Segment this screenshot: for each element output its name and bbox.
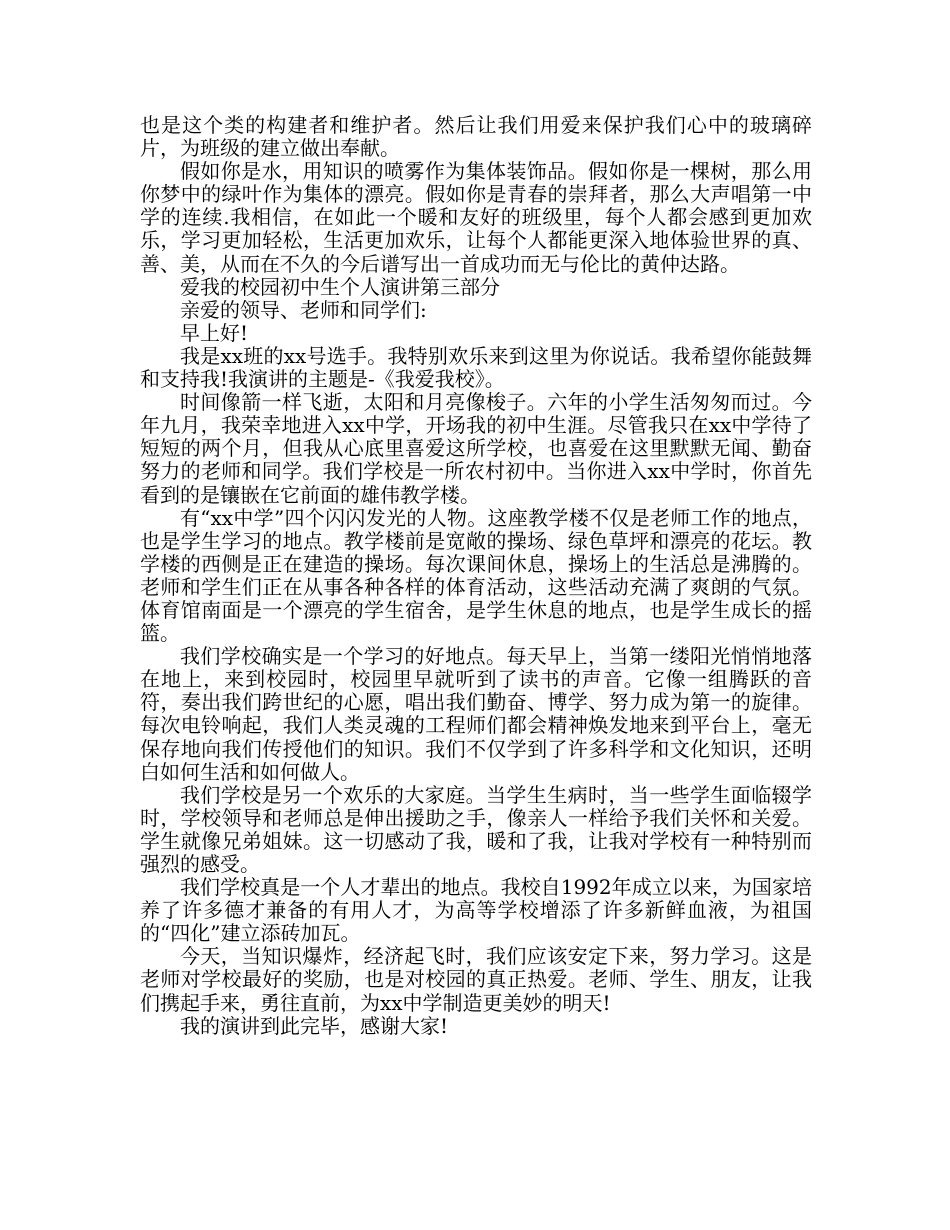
paragraph-talent: 我们学校真是一个人才辈出的地点。我校自1992年成立以来，为国家培养了许多德才兼备的有用人才，为高等学校增添了许多新鲜血液，为祖国的“四化”建立添砖加瓦。 — [140, 875, 812, 946]
paragraph-imagine: 假如你是水，用知识的喷雾作为集体装饰品。假如你是一棵树，那么用你梦中的绿叶作为集体的漂亮。假如你是青春的崇拜者，那么大声唱第一中学的连续.我相信，在如此一个暖和友好的班级里，每个人都会感到更加欢乐，学习更加轻松，生活更加欢乐，让每个人都能更深入地体验世界的真、善、美，从而在不久的今后谱写出一首成功而无与伦比的黄仲达路。 — [140, 159, 812, 276]
document-body — [140, 114, 812, 1038]
paragraph-today: 今天，当知识爆炸，经济起飞时，我们应该安定下来，努力学习。这是老师对学校最好的奖励，也是对校园的真正热爱。老师、学生、朋友，让我们携起手来，勇往直前，为xx中学制造更美妙的明天! — [140, 944, 812, 1015]
paragraph-time: 时间像箭一样飞逝，太阳和月亮像梭子。六年的小学生活匆匆而过。今年九月，我荣幸地进入xx中学，开场我的初中生涯。尽管我只在xx中学待了短短的两个月，但我从心底里喜爱这所学校，也喜爱在这里默默无闻、勤奋努力的老师和同学。我们学校是一所农村初中。当你进入xx中学时，你首先看到的是镶嵌在它前面的雄伟教学楼。 — [140, 390, 812, 507]
paragraph-closing: 我的演讲到此完毕，感谢大家! — [180, 1013, 449, 1038]
paragraph-building: 有“xx中学”四个闪闪发光的人物。这座教学楼不仅是老师工作的地点，也是学生学习的地点。教学楼前是宽敞的操场、绿色草坪和漂亮的花坛。教学楼的西侧是正在建造的操场。每次课间休息，操场上的生活总是沸腾的。老师和学生们正在从事各种各样的体育活动，这些活动充满了爽朗的气氛。体育馆南面是一个漂亮的学生宿舍，是学生休息的地点，也是学生成长的摇篮。 — [140, 505, 812, 646]
paragraph-family: 我们学校是另一个欢乐的大家庭。当学生生病时，当一些学生面临辍学时，学校领导和老师总是伸出援助之手，像亲人一样给予我们关怀和关爱。学生就像兄弟姐妹。这一切感动了我，暖和了我，让我对学校有一种特别而强烈的感受。 — [140, 782, 812, 876]
salutation: 亲爱的领导、老师和同学们: — [180, 297, 427, 322]
section-heading: 爱我的校园初中生个人演讲第三部分 — [180, 274, 500, 299]
paragraph-introduction: 我是xx班的xx号选手。我特别欢乐来到这里为你说话。我希望你能鼓舞和支持我!我演讲的主题是-《我爱我校》。 — [140, 343, 812, 392]
greeting: 早上好! — [180, 320, 249, 345]
paragraph-learning: 我们学校确实是一个学习的好地点。每天早上，当第一缕阳光悄悄地落在地上，来到校园时，校园里早就听到了读书的声音。它像一组腾跃的音符，奏出我们跨世纪的心愿，唱出我们勤奋、博学、努力成为第一的旋律。每次电铃响起，我们人类灵魂的工程师们都会精神焕发地来到平台上，毫无保存地向我们传授他们的知识。我们不仅学到了许多科学和文化知识，还明白如何生活和如何做人。 — [140, 644, 812, 784]
paragraph-continuation: 也是这个类的构建者和维护者。然后让我们用爱来保护我们心中的玻璃碎片，为班级的建立做出奉献。 — [140, 113, 812, 161]
